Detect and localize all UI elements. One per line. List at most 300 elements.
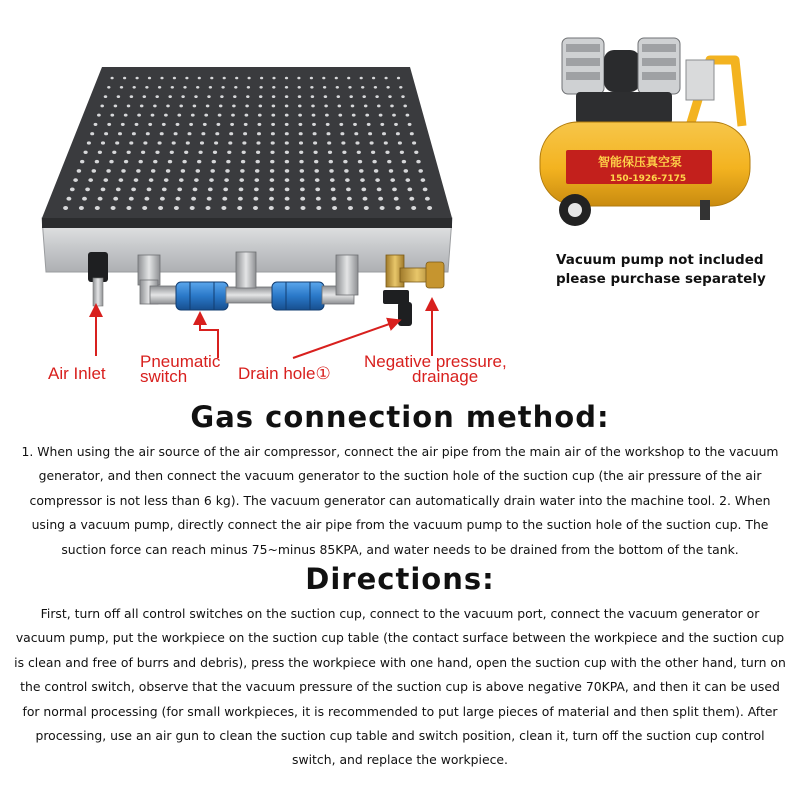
suction-hole <box>198 151 202 154</box>
suction-hole <box>95 160 99 164</box>
suction-hole <box>190 206 195 210</box>
suction-hole <box>331 188 336 192</box>
suction-hole <box>149 178 154 182</box>
suction-hole <box>257 123 261 126</box>
suction-hole <box>130 95 133 98</box>
directions-body: First, turn off all control switches on the suction cup, connect to the vacuum port, connect the vacuum generator or vacuum pump, put the workpiece on the suction cup table (the contact surface between the workpiece and the suction cup is clean and free of burrs and debris), press the workpiece with one hand, open the suction cup with the other hand, turn on the control switch, observe that the vacuum pressure of the suction cup is above negative 70KPA, and then it can be used for normal processing (for small workpieces, it is recommended to put large pieces of material and then split them). After processing, use an air gun to clean the suction cup table and switch position, clean it, turn off the suction cup control switch, and replace the workpiece. <box>14 606 786 768</box>
suction-hole <box>235 77 238 80</box>
suction-hole <box>143 95 146 98</box>
suction-hole <box>310 86 313 89</box>
suction-hole <box>186 141 190 144</box>
suction-hole <box>315 178 320 182</box>
suction-hole <box>348 206 353 210</box>
suction-hole <box>193 104 197 107</box>
suction-hole <box>330 178 335 182</box>
pump-caption-line-1: Vacuum pump not included <box>556 252 764 268</box>
suction-hole <box>191 114 195 117</box>
suction-hole <box>390 178 395 182</box>
suction-hole <box>336 86 339 89</box>
suction-hole <box>231 114 235 117</box>
suction-hole <box>260 77 263 80</box>
suction-hole <box>247 86 250 89</box>
suction-hole <box>77 169 81 173</box>
suction-hole <box>168 95 171 98</box>
suction-hole <box>70 188 75 192</box>
suction-hole <box>347 197 352 201</box>
suction-hole <box>201 132 205 135</box>
suction-hole <box>133 86 136 89</box>
suction-hole <box>214 141 218 144</box>
suction-hole <box>285 123 289 126</box>
suction-hole <box>188 132 192 135</box>
gas-connection-heading: Gas connection method: <box>190 400 610 434</box>
suction-hole <box>388 95 391 98</box>
suction-hole <box>182 160 186 164</box>
suction-hole <box>311 104 315 107</box>
suction-hole <box>254 178 259 182</box>
suction-hole <box>324 104 328 107</box>
air-inlet-label: Air Inlet <box>48 364 106 383</box>
suction-hole <box>285 169 289 173</box>
suction-hole <box>191 197 196 201</box>
suction-hole <box>358 160 362 164</box>
suction-hole <box>98 197 103 201</box>
suction-hole <box>197 160 201 164</box>
suction-hole <box>300 197 305 201</box>
suction-hole <box>348 86 351 89</box>
suction-hole <box>206 104 210 107</box>
pneumatic-switch-coupler-1 <box>176 282 228 310</box>
suction-hole <box>194 95 197 98</box>
suction-hole <box>143 141 147 144</box>
suction-hole <box>285 95 288 98</box>
suction-hole <box>177 114 181 117</box>
callout-arrows <box>96 304 432 358</box>
suction-hole <box>121 169 125 173</box>
suction-hole <box>272 77 275 80</box>
suction-hole <box>155 151 159 154</box>
suction-hole <box>385 77 388 80</box>
suction-hole <box>360 77 363 80</box>
suction-hole <box>328 151 332 154</box>
suction-hole <box>314 160 318 164</box>
suction-hole <box>164 178 169 182</box>
suction-hole <box>222 197 227 201</box>
suction-hole <box>270 169 274 173</box>
suction-hole <box>285 151 289 154</box>
suction-hole <box>196 86 199 89</box>
suction-hole <box>111 77 114 80</box>
suction-hole <box>271 132 275 135</box>
suction-hole <box>116 188 121 192</box>
suction-hole <box>332 206 337 210</box>
suction-hole <box>120 86 123 89</box>
suction-hole <box>359 169 363 173</box>
suction-hole <box>272 95 275 98</box>
suction-hole <box>209 86 212 89</box>
suction-hole <box>365 114 369 117</box>
suction-hole <box>113 197 118 201</box>
suction-hole <box>380 206 385 210</box>
suction-hole <box>253 197 258 201</box>
suction-hole <box>329 160 333 164</box>
suction-hole <box>181 95 184 98</box>
suction-hole <box>364 104 368 107</box>
suction-hole <box>228 141 232 144</box>
suction-hole <box>112 151 116 154</box>
suction-hole <box>253 206 258 210</box>
suction-hole <box>139 160 143 164</box>
suction-hole <box>298 123 302 126</box>
suction-hole <box>158 206 163 210</box>
suction-hole <box>312 114 316 117</box>
suction-hole <box>353 123 357 126</box>
suction-hole <box>170 151 174 154</box>
suction-hole <box>233 95 236 98</box>
suction-hole <box>127 151 131 154</box>
suction-hole <box>106 169 110 173</box>
suction-hole <box>345 178 350 182</box>
suction-hole <box>386 86 389 89</box>
suction-hole <box>173 77 176 80</box>
suction-hole <box>341 141 345 144</box>
suction-hole <box>210 77 213 80</box>
suction-hole <box>392 114 396 117</box>
suction-hole <box>313 151 317 154</box>
suction-hole <box>371 151 375 154</box>
suction-hole <box>363 197 368 201</box>
suction-hole <box>229 132 233 135</box>
suction-hole <box>131 188 136 192</box>
pneumatic-switch-coupler-2 <box>272 282 324 310</box>
suction-hole <box>232 104 236 107</box>
suction-hole <box>63 206 68 210</box>
suction-hole <box>166 169 170 173</box>
suction-hole <box>271 141 275 144</box>
suction-hole <box>146 132 150 135</box>
suction-hole <box>335 77 338 80</box>
suction-hole <box>410 132 414 135</box>
suction-hole <box>394 197 399 201</box>
suction-hole <box>95 206 100 210</box>
suction-hole <box>124 160 128 164</box>
suction-hole <box>184 151 188 154</box>
suction-hole <box>368 132 372 135</box>
suction-hole <box>245 104 249 107</box>
suction-hole <box>325 114 329 117</box>
suction-hole <box>121 123 125 126</box>
suction-hole <box>225 169 229 173</box>
suction-hole <box>367 123 371 126</box>
suction-hole <box>158 86 161 89</box>
suction-hole <box>207 197 212 201</box>
suction-hole <box>331 197 336 201</box>
suction-hole <box>107 123 111 126</box>
suction-hole <box>327 141 331 144</box>
suction-hole <box>103 178 108 182</box>
suction-hole <box>80 160 84 164</box>
negative-pressure-label-1: Negative pressure, <box>364 352 507 371</box>
suction-hole <box>94 123 98 126</box>
suction-hole <box>285 160 289 164</box>
suction-hole <box>338 104 342 107</box>
suction-hole <box>254 188 259 192</box>
suction-hole <box>270 160 274 164</box>
suction-hole <box>338 114 342 117</box>
suction-hole <box>372 160 376 164</box>
suction-hole <box>285 188 290 192</box>
suction-hole <box>343 160 347 164</box>
suction-hole <box>400 151 404 154</box>
suction-hole <box>240 169 244 173</box>
suction-hole <box>397 77 400 80</box>
suction-hole <box>101 141 105 144</box>
suction-hole <box>162 123 166 126</box>
suction-hole <box>145 86 148 89</box>
suction-hole <box>399 86 402 89</box>
suction-hole <box>258 114 262 117</box>
suction-hole <box>327 132 331 135</box>
suction-hole <box>285 197 290 201</box>
suction-hole <box>226 160 230 164</box>
suction-hole <box>374 86 377 89</box>
suction-hole <box>398 141 402 144</box>
suction-hole <box>269 197 274 201</box>
suction-hole <box>223 77 226 80</box>
suction-hole <box>271 114 275 117</box>
suction-hole <box>118 132 122 135</box>
suction-hole <box>209 178 214 182</box>
suction-hole <box>269 206 274 210</box>
suction-hole <box>411 206 416 210</box>
suction-hole <box>259 104 263 107</box>
suction-hole <box>299 160 303 164</box>
suction-hole <box>82 197 87 201</box>
suction-hole <box>313 141 317 144</box>
suction-hole <box>104 95 107 98</box>
suction-hole <box>153 104 157 107</box>
suction-hole <box>83 151 87 154</box>
suction-hole <box>127 104 131 107</box>
suction-hole <box>109 160 113 164</box>
suction-hole <box>403 104 407 107</box>
suction-hole <box>370 141 374 144</box>
suction-hole <box>224 178 229 182</box>
suction-hole <box>216 123 220 126</box>
suction-hole <box>401 95 404 98</box>
gas-connection-body: 1. When using the air source of the air compressor, connect the air pipe from the main air of the workshop to the vacuum generator, and then connect the vacuum generator to the suction hole of the suction cup (the air pressure of the air compressor is not less than 6 kg). The vacuum generator can automatically drain water into the machine tool. 2. When using a vacuum pump, directly connect the air pipe from the vacuum pump to the suction hole of the suction cup. The suction force can reach minus 75~minus 85KPA, and water needs to be drained from the bottom of the tank. <box>21 444 779 557</box>
suction-hole <box>257 132 261 135</box>
suction-hole <box>301 206 306 210</box>
suction-hole <box>151 169 155 173</box>
suction-hole <box>285 178 290 182</box>
suction-hole <box>285 86 288 89</box>
suction-hole <box>329 169 333 173</box>
suction-hole <box>256 141 260 144</box>
vacuum-chuck <box>42 67 452 272</box>
suction-hole <box>111 206 116 210</box>
suction-hole <box>66 197 71 201</box>
suction-hole <box>194 178 199 182</box>
suction-hole <box>221 86 224 89</box>
suction-hole <box>409 197 414 201</box>
suction-hole <box>164 114 168 117</box>
suction-hole <box>97 114 101 117</box>
suction-hole <box>88 178 93 182</box>
suction-hole <box>355 141 359 144</box>
suction-hole <box>316 206 321 210</box>
suction-hole <box>140 104 144 107</box>
suction-hole <box>285 114 289 117</box>
suction-hole <box>382 132 386 135</box>
suction-hole <box>416 160 420 164</box>
suction-hole <box>115 141 119 144</box>
suction-hole <box>300 188 305 192</box>
suction-hole <box>239 178 244 182</box>
suction-hole <box>204 114 208 117</box>
suction-hole <box>107 86 110 89</box>
suction-hole <box>147 188 152 192</box>
suction-hole <box>323 86 326 89</box>
suction-hole <box>259 95 262 98</box>
suction-hole <box>337 95 340 98</box>
suction-hole <box>198 77 201 80</box>
suction-hole <box>242 151 246 154</box>
suction-hole <box>362 95 365 98</box>
suction-hole <box>172 141 176 144</box>
suction-hole <box>104 132 108 135</box>
suction-hole <box>162 188 167 192</box>
suction-hole <box>298 95 301 98</box>
suction-hole <box>124 114 128 117</box>
suction-hole <box>246 95 249 98</box>
suction-hole <box>389 169 393 173</box>
suction-hole <box>349 95 352 98</box>
suction-hole <box>361 86 364 89</box>
suction-hole <box>344 169 348 173</box>
drain-hole-label: Drain hole① <box>238 364 331 383</box>
suction-hole <box>227 151 231 154</box>
suction-hole <box>390 104 394 107</box>
suction-hole <box>212 160 216 164</box>
suction-hole <box>347 77 350 80</box>
negative-pressure-label-2: drainage <box>412 367 479 386</box>
suction-hole <box>136 77 139 80</box>
suction-hole <box>193 188 198 192</box>
suction-hole <box>421 178 426 182</box>
suction-hole <box>151 114 155 117</box>
suction-hole <box>379 114 383 117</box>
suction-hole <box>234 86 237 89</box>
suction-hole <box>213 151 217 154</box>
pump-caption-line-2: please purchase separately <box>556 271 766 287</box>
suction-hole <box>179 104 183 107</box>
suction-hole <box>272 86 275 89</box>
pneumatic-switch-label-1: Pneumatic <box>140 352 221 371</box>
suction-hole <box>387 160 391 164</box>
suction-hole <box>126 206 131 210</box>
suction-hole <box>300 169 304 173</box>
suction-hole <box>210 169 214 173</box>
suction-hole <box>87 141 91 144</box>
pneumatic-switch-label-2: switch <box>140 367 188 386</box>
suction-hole <box>179 178 184 182</box>
suction-hole <box>378 197 383 201</box>
suction-hole <box>402 160 406 164</box>
suction-hole <box>285 206 290 210</box>
suction-hole <box>123 77 126 80</box>
suction-hole <box>114 104 118 107</box>
suction-hole <box>297 77 300 80</box>
suction-hole <box>160 77 163 80</box>
suction-hole <box>285 104 289 107</box>
suction-hole <box>374 169 378 173</box>
suction-hole <box>223 188 228 192</box>
suction-hole <box>299 141 303 144</box>
suction-hole <box>406 114 410 117</box>
suction-hole <box>285 141 289 144</box>
suction-hole <box>158 141 162 144</box>
suction-hole <box>144 197 149 201</box>
suction-hole <box>339 123 343 126</box>
suction-hole <box>316 197 321 201</box>
suction-hole <box>256 151 260 154</box>
suction-hole <box>90 132 94 135</box>
suction-hole <box>285 132 289 135</box>
suction-hole <box>395 206 400 210</box>
suction-hole <box>176 123 180 126</box>
suction-hole <box>100 104 104 107</box>
suction-hole <box>203 123 207 126</box>
suction-hole <box>119 178 124 182</box>
suction-hole <box>181 169 185 173</box>
suction-hole <box>135 123 139 126</box>
suction-hole <box>408 123 412 126</box>
suction-hole <box>322 77 325 80</box>
suction-hole <box>134 178 139 182</box>
suction-hole <box>230 123 234 126</box>
suction-hole <box>340 132 344 135</box>
suction-hole <box>412 141 416 144</box>
suction-hole <box>346 188 351 192</box>
suction-hole <box>239 188 244 192</box>
suction-hole <box>176 197 181 201</box>
suction-hole <box>427 206 432 210</box>
suction-hole <box>243 132 247 135</box>
suction-hole <box>377 188 382 192</box>
suction-hole <box>185 77 188 80</box>
suction-hole <box>141 151 145 154</box>
suction-hole <box>259 86 262 89</box>
suction-hole <box>160 132 164 135</box>
suction-hole <box>196 169 200 173</box>
suction-hole <box>171 86 174 89</box>
suction-hole <box>155 95 158 98</box>
suction-hole <box>352 114 356 117</box>
suction-hole <box>244 123 248 126</box>
suction-hole <box>313 132 317 135</box>
suction-hole <box>312 123 316 126</box>
suction-hole <box>270 178 275 182</box>
suction-hole <box>218 114 222 117</box>
suction-hole <box>132 132 136 135</box>
suction-hole <box>418 169 422 173</box>
suction-hole <box>177 188 182 192</box>
suction-hole <box>394 123 398 126</box>
suction-hole <box>298 114 302 117</box>
suction-hole <box>377 104 381 107</box>
suction-hole <box>299 132 303 135</box>
